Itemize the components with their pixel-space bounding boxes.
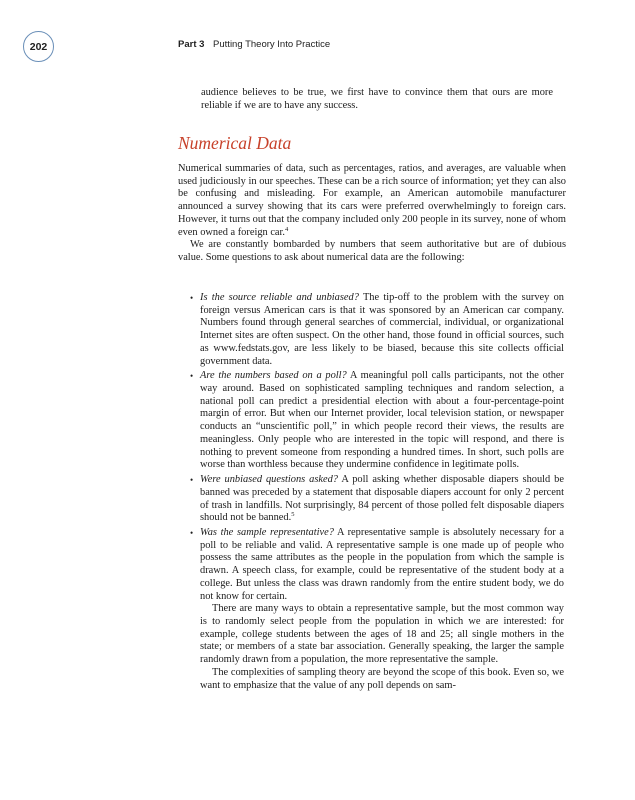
- endnote-5: 5: [291, 511, 295, 519]
- list-item: [190, 292, 564, 368]
- list-item: [190, 370, 564, 472]
- section-body: [178, 163, 566, 265]
- bullet-text: A poll asking whether disposable diapers should be banned was preceded by a statement that disposable diapers account for only 2 percent of trash in landfills. Not surprisingly, 84 percent of those polled felt disposable diapers should not be banned.: [200, 474, 564, 524]
- part-title: Putting Theory Into Practice: [213, 39, 331, 50]
- question-list: [190, 292, 564, 694]
- bullet-question: Are the numbers based on a poll?: [200, 370, 347, 382]
- bullet-question: Were unbiased questions asked?: [200, 474, 339, 486]
- bullet-icon: •: [190, 475, 194, 486]
- list-item: [190, 474, 564, 525]
- bullet-paragraph: The complexities of sampling theory are beyond the scope of this book. Even so, we want to emphasize that the value of any poll depends on sam-: [200, 666, 564, 691]
- bullet-text: A representative sample is absolutely necessary for a poll to be reliable and valid. A representative sample is one made up of people who possess the same attributes as the people in the population from which the sample is drawn. A speech class, for example, could be representative of the student body at a college. But unless the class was drawn randomly from the entire student body, we do not know for certain.: [200, 526, 565, 602]
- bullet-question: Was the sample representative?: [200, 526, 334, 538]
- paragraph-1: [178, 163, 566, 239]
- paragraph-1-text: Numerical summaries of data, such as percentages, ratios, and averages, are valuable when used judiciously in our speeches. These can be a rich source of information; yet they can also be confusing and misleading. For example, an American automobile manufacturer announced a survey showing that its cars were preferred overwhelmingly to foreign cars. However, it turns out that the company included only 200 people in its survey, none of whom even owned a foreign car.: [178, 163, 566, 238]
- bullet-icon: •: [190, 371, 194, 382]
- running-header: [178, 39, 330, 50]
- bullet-text: The tip-off to the problem with the survey on foreign versus American cars is that it was sponsored by an American car company. Numbers found through general searches of commercial, individual, or organizational Internet sites are often suspect. On the other hand, those found in official sources, such as www.fedstats.gov, are less likely to be biased, because this site collects official government data.: [200, 292, 564, 367]
- list-item: [190, 527, 564, 692]
- continuation-paragraph: audience believes to be true, we first have to convince them that ours are more reliable if we are to have any success.: [201, 87, 553, 112]
- bullet-icon: •: [190, 527, 194, 538]
- bullet-icon: •: [190, 293, 194, 303]
- page-number: 202: [23, 31, 54, 62]
- paragraph-2: We are constantly bombarded by numbers that seem authoritative but are of dubious value. Some questions to ask about numerical data are the following:: [178, 239, 566, 263]
- section-heading: Numerical Data: [178, 133, 292, 153]
- bullet-paragraph: There are many ways to obtain a representative sample, but the most common way is to randomly select people from the population in which we are interested: for example, college students between the ages of 18 and 25; all single mothers in the state; or members of a state bar association. Generally speaking, the larger the sample randomly drawn from a population, the more representative the sample.: [200, 603, 564, 666]
- bullet-text: A meaningful poll calls participants, not the other way around. Based on sophisticated sampling techniques and random selection, a national poll can predict a presidential election with about a four-percentage-point margin of error. But when our Internet provider, local television station, or newspaper conducts an “unscientific poll,” in which people record their views, the results are meaningless. Only people who are interested in the topic will respond, and there is nothing to prevent someone from responding a hundred times. In short, such polls are worse than worthless because they undermine confidence in legitimate polls.: [200, 370, 564, 471]
- part-label: Part 3: [178, 39, 205, 50]
- bullet-question: Is the source reliable and unbiased?: [200, 292, 359, 303]
- endnote-4: 4: [285, 225, 289, 233]
